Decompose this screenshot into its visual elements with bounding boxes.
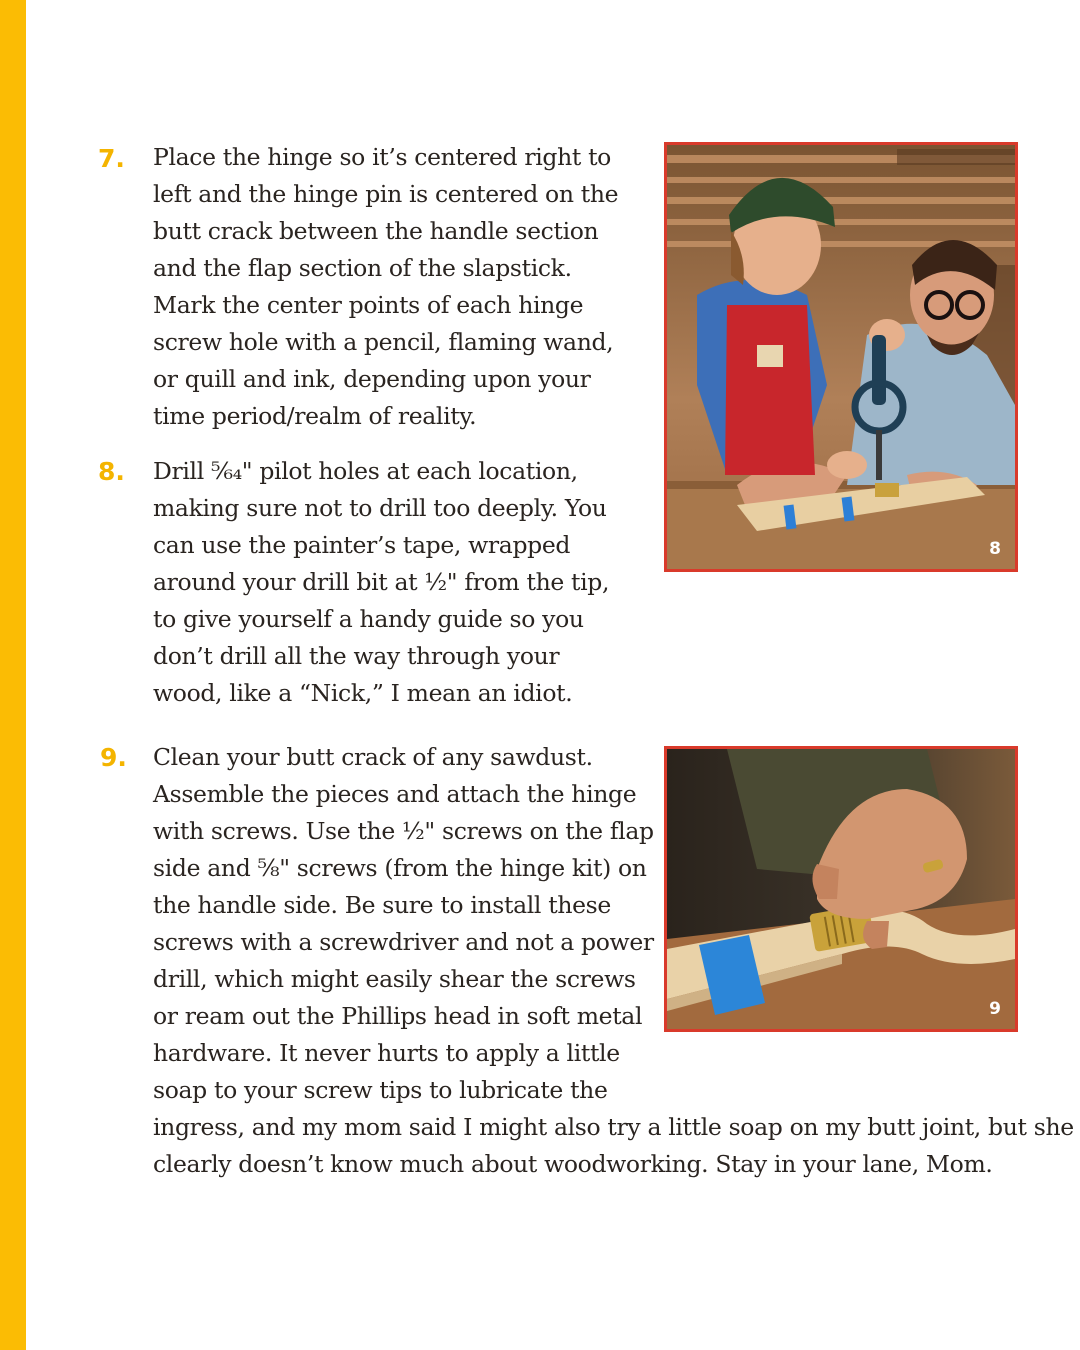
step-number: 8. bbox=[98, 457, 125, 486]
text-line: hardware. It never hurts to apply a little bbox=[153, 1039, 620, 1067]
text-line: left and the hinge pin is centered on the bbox=[153, 180, 619, 208]
photo-illustration bbox=[667, 145, 1015, 569]
photo-number-label: 8 bbox=[989, 539, 1001, 559]
text-line: can use the painter’s tape, wrapped bbox=[153, 531, 571, 559]
text-line: the handle side. Be sure to install these bbox=[153, 891, 611, 919]
text-line: wood, like a “Nick,” I mean an idiot. bbox=[153, 679, 573, 707]
text-line: to give yourself a handy guide so you bbox=[153, 605, 584, 633]
text-line: Mark the center points of each hinge bbox=[153, 291, 584, 319]
text-line: and the flap section of the slapstick. bbox=[153, 254, 572, 282]
text-line: Assemble the pieces and attach the hinge bbox=[153, 780, 637, 808]
text-line: or ream out the Phillips head in soft metal bbox=[153, 1002, 643, 1030]
text-line: butt crack between the handle section bbox=[153, 217, 599, 245]
text-line: making sure not to drill too deeply. You bbox=[153, 494, 607, 522]
text-line: screws with a screwdriver and not a power bbox=[153, 928, 654, 956]
step-number: 9. bbox=[100, 743, 127, 772]
text-line: clearly doesn’t know much about woodworking. Stay in your lane, Mom. bbox=[153, 1150, 993, 1178]
text-line: don’t drill all the way through your bbox=[153, 642, 560, 670]
step-8-text bbox=[153, 453, 609, 712]
text-line: with screws. Use the ½" screws on the flap bbox=[153, 817, 654, 845]
text-line: side and ⁵⁄₈" screws (from the hinge kit) on bbox=[153, 854, 647, 882]
step-8-photo bbox=[664, 142, 1018, 572]
text-line: screw hole with a pencil, flaming wand, bbox=[153, 328, 614, 356]
step-number: 7. bbox=[98, 144, 125, 173]
text-line: soap to your screw tips to lubricate the bbox=[153, 1076, 608, 1104]
text-line: Clean your butt crack of any sawdust. bbox=[153, 743, 593, 771]
photo-number-label: 9 bbox=[989, 999, 1001, 1019]
text-line: around your drill bit at ½" from the tip, bbox=[153, 568, 610, 596]
step-7-text bbox=[153, 139, 618, 435]
step-9-photo bbox=[664, 746, 1018, 1032]
photo-illustration bbox=[667, 749, 1015, 1029]
text-line: Drill ⁵⁄₆₄" pilot holes at each location, bbox=[153, 457, 578, 485]
text-line: ingress, and my mom said I might also try a little soap on my butt joint, but she bbox=[153, 1113, 1074, 1141]
text-line: drill, which might easily shear the screws bbox=[153, 965, 636, 993]
text-line: Place the hinge so it’s centered right to bbox=[153, 143, 611, 171]
left-accent-bar bbox=[0, 0, 26, 1350]
text-line: time period/realm of reality. bbox=[153, 402, 477, 430]
text-line: or quill and ink, depending upon your bbox=[153, 365, 591, 393]
